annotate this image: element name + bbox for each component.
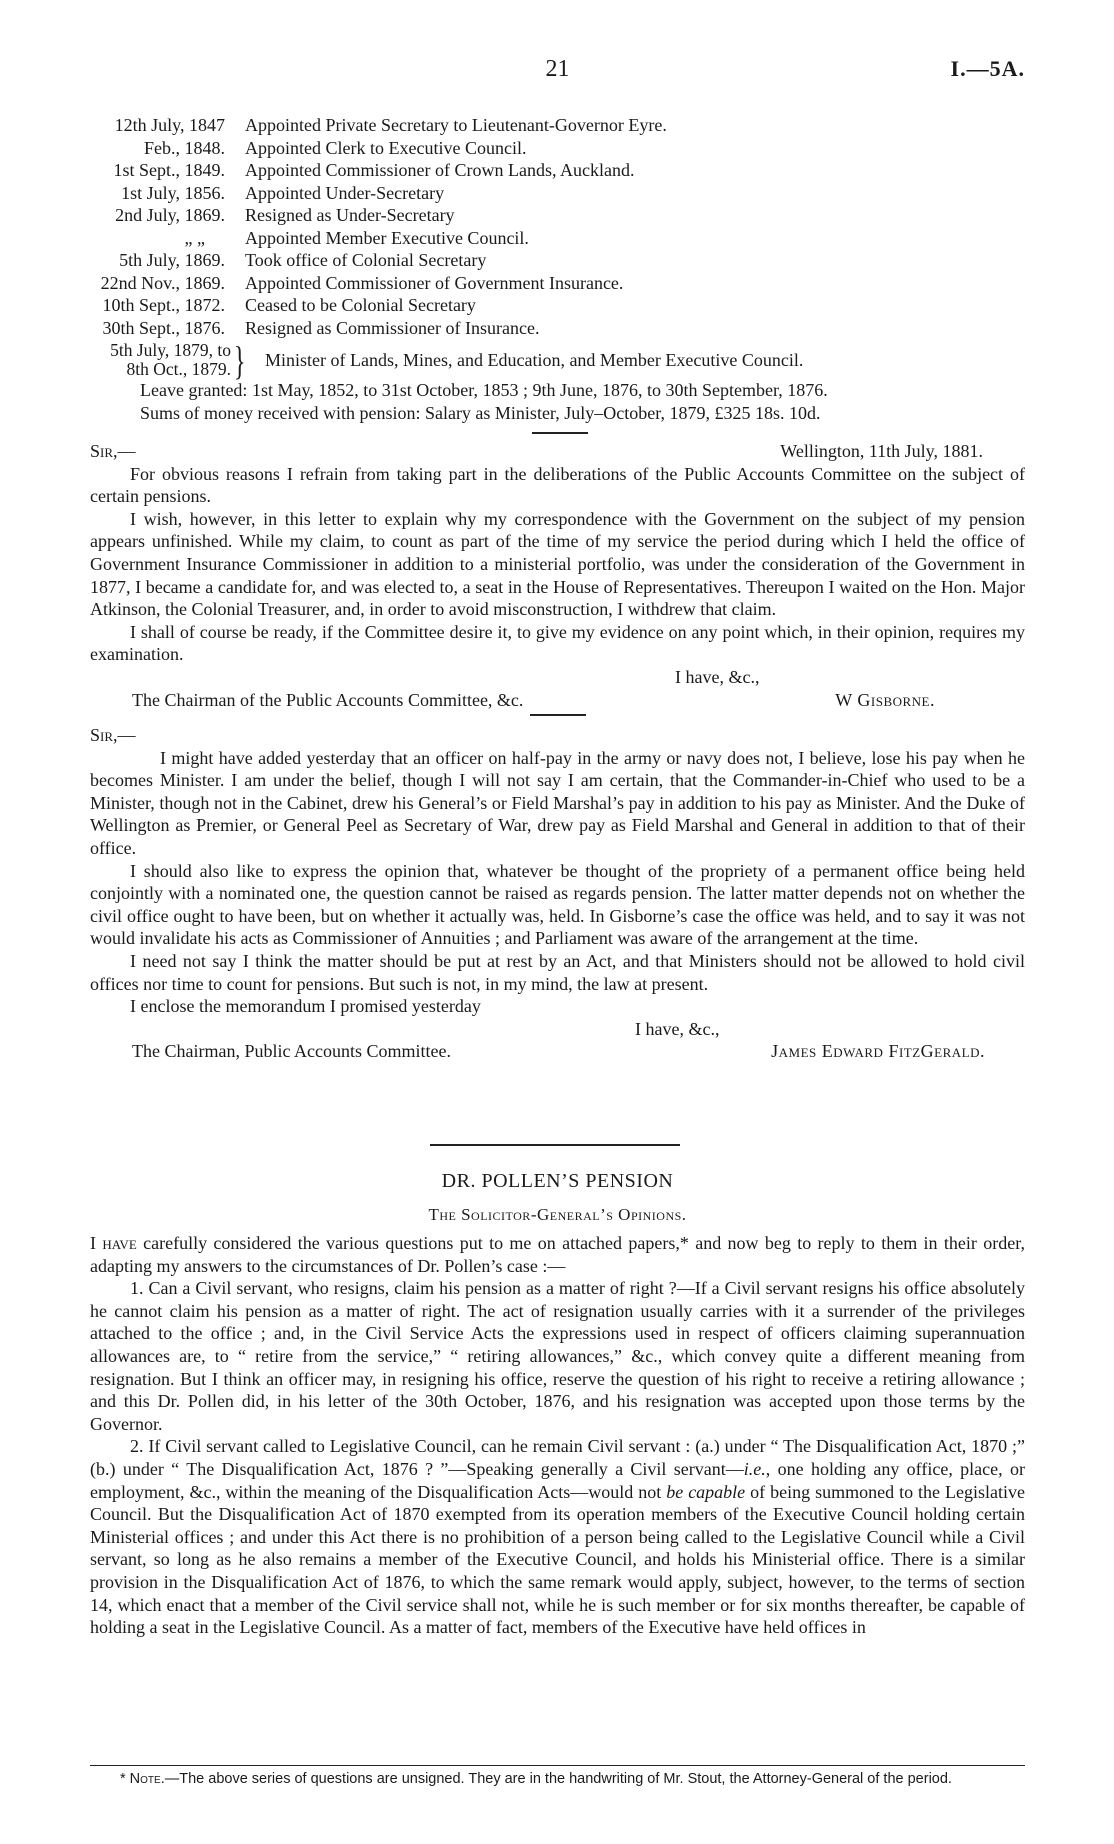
career-event: Appointed Under-Secretary bbox=[245, 182, 445, 203]
career-event: Minister of Lands, Mines, and Education, and Member Executive Council. bbox=[265, 349, 804, 370]
closing: I have, &c., bbox=[675, 666, 760, 687]
signature: W Gisborne. bbox=[835, 689, 935, 710]
footnote bbox=[90, 1770, 1025, 1788]
footnote-text: —The above series of questions are unsigned. They are in the handwriting of Mr. Stout, the Attorney-General of the period. bbox=[164, 1771, 952, 1787]
letter-footer bbox=[90, 1040, 1025, 1063]
paragraph: I shall of course be ready, if the Committee desire it, to give my evidence on any point which, in their opinion, requires my examination. bbox=[90, 621, 1025, 665]
intro-paragraph bbox=[90, 1232, 1025, 1277]
salutation: Sir,— bbox=[90, 725, 136, 745]
letter-footer bbox=[90, 689, 1025, 712]
page-header bbox=[90, 56, 1025, 92]
salutation: Sir,— bbox=[90, 441, 136, 461]
career-date: 1st Sept., 1849. bbox=[113, 160, 225, 180]
signature: James Edward FitzGerald. bbox=[771, 1041, 985, 1062]
answer-2-text: of being summoned to the Legislative Council. But the Disqualification Act of 1870 exempted from its operation members of the Executive Council holding certain Ministerial offices ; and under this Act there is no prohibition of a person being called to the Legislative Council while a Civil servant, so long as he also remains a member of the Executive Council, and holds his Ministerial office. There is a similar provision in the Disqualification Act of 1876, to which the same remark would apply, subject, however, to the terms of section 14, which enact that a member of the Civil service shall not, while he is such member or for six months thereafter, be capable of holding a seat in the Legislative Council. As a matter of fact, members of the Executive have held offices in bbox=[90, 1481, 1025, 1638]
career-date: 22nd Nov., 1869. bbox=[100, 272, 225, 293]
career-date: 8th Oct., 1879. bbox=[126, 359, 231, 379]
answer-2 bbox=[90, 1435, 1025, 1638]
career-row bbox=[90, 249, 1025, 272]
career-row bbox=[90, 204, 1025, 227]
career-date: 12th July, 1847 bbox=[114, 115, 225, 135]
section-divider bbox=[530, 714, 586, 716]
career-date: 5th July, 1879, to bbox=[110, 340, 231, 360]
section-divider bbox=[430, 1144, 680, 1146]
answer-2-text: 2. If Civil servant called to Legislative Council, can he remain Civil servant : (a.) under “ The Disqualification Act, 1870 ;” (b.) under “ The Disqualification Act, 1876 ? ”—Speaking generally a Civil servant— bbox=[90, 1436, 1025, 1479]
page-number: 21 bbox=[545, 56, 570, 82]
career-row bbox=[90, 294, 1025, 317]
letter-fitzgerald bbox=[90, 724, 1025, 1063]
career-date: 30th Sept., 1876. bbox=[102, 317, 225, 338]
paragraph: I need not say I think the matter should be put at rest by an Act, and that Ministers should not be allowed to hold civil offices nor time to count for pensions. But such is not, in my mind, the law at present. bbox=[90, 950, 1025, 994]
intro-text: carefully considered the various questions put to me on attached papers,* and now beg to reply to them in their order, adapting my answers to the circumstances of Dr. Pollen’s case :— bbox=[90, 1233, 1025, 1276]
bracketed-dates bbox=[90, 338, 246, 383]
ditto-marks: „ „ bbox=[184, 227, 205, 248]
footnote-lead: * Note. bbox=[120, 1771, 165, 1787]
career-row bbox=[90, 227, 1025, 250]
career-event: Resigned as Commissioner of Insurance. bbox=[245, 317, 540, 338]
footnote-rule bbox=[90, 1765, 1025, 1766]
section-title: DR. POLLEN’S PENSION bbox=[441, 1170, 674, 1192]
addressee: The Chairman of the Public Accounts Committee, &c. bbox=[132, 689, 524, 710]
career-event: Ceased to be Colonial Secretary bbox=[245, 295, 476, 315]
career-row bbox=[90, 317, 1025, 340]
document-reference: I.—5A. bbox=[950, 56, 1025, 81]
career-row-bracketed bbox=[90, 338, 1025, 383]
place-date: Wellington, 11th July, 1881. bbox=[780, 441, 983, 461]
career-event: Resigned as Under-Secretary bbox=[245, 205, 455, 225]
answer-2-text: , one holding any office, place, or employment, &c., within the meaning of the Disqualification Acts—would not bbox=[90, 1458, 1026, 1502]
paragraph: I might have added yesterday that an officer on half-pay in the army or navy does not, I believe, lose his pay when he becomes Minister. I am under the belief, though I will not say I am certain, that the Commander-in-Chief who used to be a Minister, though not in the Cabinet, drew his General’s or Field Marshal’s pay in addition to his pay as Minister. And the Duke of Wellington as Premier, or General Peel as Secretary of War, drew pay as Field Marshal and General in addition to that of their office. bbox=[90, 747, 1025, 858]
career-row bbox=[90, 137, 1025, 160]
career-row bbox=[90, 114, 1025, 137]
pension-sums: Sums of money received with pension: Salary as Minister, July–October, 1879, £325 18s. 10d. bbox=[140, 402, 821, 423]
career-event: Appointed Commissioner of Government Insurance. bbox=[245, 272, 624, 293]
section-divider bbox=[532, 432, 588, 434]
paragraph: I should also like to express the opinion that, whatever be thought of the propriety of a permanent office being held conjointly with a nominated one, the question cannot be raised as regards pension. The latter matter depends not on whether the civil office ought to have been, but on whether it actually was, held. In Gisborne’s case the office was held, and to say it was not would invalidate his acts as Commissioner of Annuities ; and Parliament was aware of the arrangement at the time. bbox=[90, 860, 1025, 949]
addressee: The Chairman, Public Accounts Committee. bbox=[132, 1041, 451, 1062]
paragraph: I enclose the memorandum I promised yesterday bbox=[130, 996, 481, 1017]
career-date: 1st July, 1856. bbox=[121, 182, 225, 203]
answer-2-emphasis: be capable bbox=[666, 1481, 746, 1502]
career-event: Appointed Clerk to Executive Council. bbox=[245, 137, 527, 158]
letter-heading bbox=[90, 440, 1025, 463]
career-event: Appointed Commissioner of Crown Lands, Auckland. bbox=[245, 160, 635, 180]
section-subtitle: The Solicitor-General’s Opinions. bbox=[428, 1205, 687, 1224]
career-date: 2nd July, 1869. bbox=[115, 205, 225, 225]
closing: I have, &c., bbox=[635, 1018, 720, 1039]
intro-lead: I have bbox=[90, 1233, 137, 1253]
career-row bbox=[90, 182, 1025, 205]
curly-brace-icon: } bbox=[233, 338, 246, 383]
career-event: Took office of Colonial Secretary bbox=[245, 250, 487, 270]
career-date: 5th July, 1869. bbox=[119, 250, 225, 270]
career-row bbox=[90, 159, 1025, 182]
career-date: 10th Sept., 1872. bbox=[102, 295, 225, 315]
letter-gisborne bbox=[90, 440, 1025, 711]
career-date: Feb., 1848. bbox=[144, 137, 225, 158]
solicitor-general-opinion bbox=[90, 1232, 1025, 1639]
paragraph: For obvious reasons I refrain from taking part in the deliberations of the Public Accounts Committee on the subject of certain pensions. bbox=[90, 463, 1025, 507]
career-record bbox=[90, 114, 1025, 424]
career-event: Appointed Member Executive Council. bbox=[245, 227, 529, 248]
leave-granted: Leave granted: 1st May, 1852, to 31st October, 1853 ; 9th June, 1876, to 30th September, 1876. bbox=[140, 380, 828, 400]
paragraph: I wish, however, in this letter to explain why my correspondence with the Government on the subject of my pension appears unfinished. While my claim, to count as part of the time of my service the period during which I held the office of Government Insurance Commissioner in addition to a ministerial portfolio, was under the consideration of the Government in 1877, I became a candidate for, and was elected to, a seat in the House of Representatives. Thereupon I waited on the Hon. Major Atkinson, the Colonial Treasurer, and, in order to avoid misconstruction, I withdrew that claim. bbox=[90, 508, 1025, 620]
answer-1: 1. Can a Civil servant, who resigns, claim his pension as a matter of right ?—If a Civil servant resigns his office absolutely he cannot claim his pension as a matter of right. The act of resignation usually carries with it a surrender of the privileges attached to the office ; and, in the Civil Service Acts the expressions used in respect of officers claiming superannuation allowances are, to “ retire from the service,” “ retiring allowances,” &c., which convey quite a different meaning from resignation. But I think an officer may, in resigning his office, reserve the question of his right to receive a retiring allowance ; and this Dr. Pollen did, in his letter of the 30th October, 1876, and his resignation was accepted upon those terms by the Governor. bbox=[90, 1278, 1025, 1434]
career-row bbox=[90, 272, 1025, 295]
career-event: Appointed Private Secretary to Lieutenant-Governor Eyre. bbox=[245, 115, 667, 135]
answer-2-emphasis: i.e. bbox=[743, 1458, 766, 1479]
